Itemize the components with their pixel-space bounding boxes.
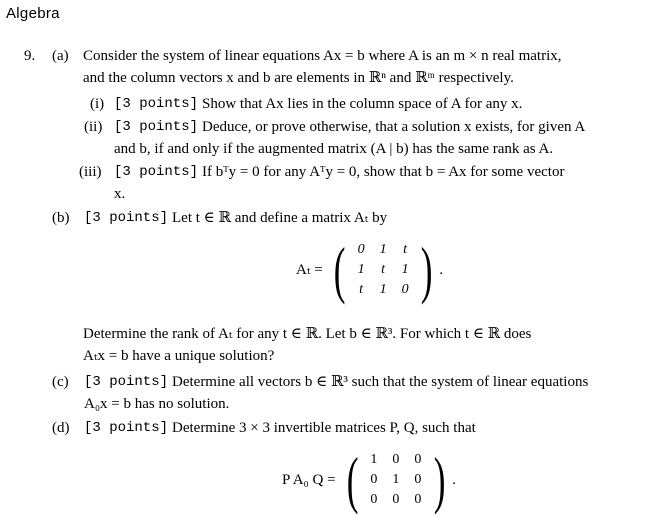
part-b-label: (b) <box>52 210 70 226</box>
matrix-cell: 0 <box>392 492 400 507</box>
matrix-cell: 0 <box>392 452 400 467</box>
part-a-label: (a) <box>52 48 69 64</box>
part-a-iii-points: [3 points] <box>114 164 199 180</box>
part-a-ii-points: [3 points] <box>114 119 199 135</box>
part-a-ii-line1: Deduce, or prove otherwise, that a solution x exists, for given A <box>202 119 586 135</box>
matrix-cell: 1 <box>357 262 365 277</box>
part-b-points: [3 points] <box>84 210 169 226</box>
matrix-cell: 0 <box>414 472 422 487</box>
matrix-cell: t <box>381 262 385 277</box>
part-d-text: Determine 3 × 3 invertible matrices P, Q, such that <box>172 420 476 436</box>
part-a-iii-label: (iii) <box>79 164 102 180</box>
matrix-PAQ-period: . <box>452 472 456 488</box>
part-c-line2: A₀x = b has no solution. <box>84 396 230 412</box>
matrix-cell: 0 <box>357 242 365 257</box>
part-d-label: (d) <box>52 420 70 436</box>
part-a-line1: Consider the system of linear equations Ax = b where A is an m × n real matrix, <box>83 48 562 64</box>
part-a-line2: and the column vectors x and b are elements in ℝⁿ and ℝᵐ respectively. <box>83 70 514 86</box>
left-paren: ( <box>346 444 359 515</box>
matrix-At-cells <box>350 240 416 300</box>
section-header: Algebra <box>6 5 60 22</box>
part-c-line1: Determine all vectors b ∈ ℝ³ such that the system of linear equations <box>172 374 589 390</box>
matrix-At-period: . <box>439 262 444 278</box>
left-paren: ( <box>333 234 346 305</box>
matrix-At <box>296 234 444 305</box>
part-b-text: Let t ∈ ℝ and define a matrix Aₜ by <box>172 210 388 226</box>
matrix-cell: 1 <box>370 452 378 467</box>
part-b-after-line2: Aₜx = b have a unique solution? <box>83 348 275 364</box>
matrix-PAQ-label: P A₀ Q = <box>282 472 336 488</box>
part-b-after-line1: Determine the rank of Aₜ for any t ∈ ℝ. Let b ∈ ℝ³. For which t ∈ ℝ does <box>83 326 532 342</box>
part-d-points: [3 points] <box>84 420 169 436</box>
matrix-cell: 0 <box>370 492 378 507</box>
right-paren: ) <box>420 234 433 305</box>
part-a-i-points: [3 points] <box>114 96 199 112</box>
part-a-ii-line2: and b, if and only if the augmented matrix (A | b) has the same rank as A. <box>114 141 554 157</box>
matrix-cell: 0 <box>401 282 409 297</box>
right-paren: ) <box>433 444 446 515</box>
matrix-PAQ-cells <box>363 450 429 510</box>
matrix-cell: 1 <box>401 262 409 277</box>
matrix-At-label: Aₜ = <box>296 262 323 278</box>
part-a-iii-line2: x. <box>114 186 126 202</box>
part-a-i-label: (i) <box>90 96 105 112</box>
matrix-cell: 0 <box>414 452 422 467</box>
matrix-cell: 1 <box>392 472 400 487</box>
matrix-cell: 0 <box>414 492 422 507</box>
part-c-label: (c) <box>52 374 69 390</box>
part-a-iii-line1: If bᵀy = 0 for any Aᵀy = 0, show that b = Ax for some vector <box>202 164 565 180</box>
part-a-i-text: Show that Ax lies in the column space of A for any x. <box>202 96 523 112</box>
matrix-cell: t <box>359 282 363 297</box>
question-number: 9. <box>24 48 36 64</box>
matrix-cell: 1 <box>379 242 387 257</box>
matrix-cell: 1 <box>379 282 387 297</box>
matrix-PAQ <box>282 444 456 515</box>
part-a-ii-label: (ii) <box>84 119 103 135</box>
matrix-cell: 0 <box>370 472 378 487</box>
part-c-points: [3 points] <box>84 374 169 390</box>
matrix-cell: t <box>403 242 407 257</box>
